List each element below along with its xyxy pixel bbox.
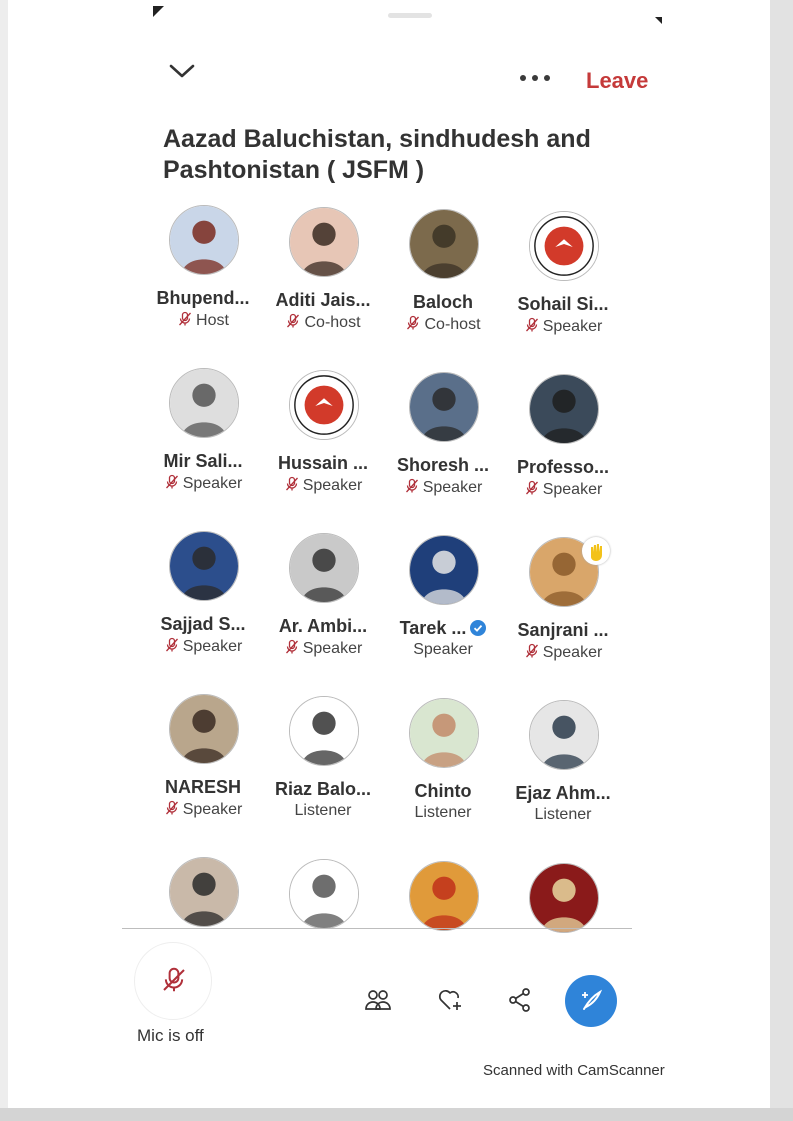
role-label: Co-host [424,316,481,333]
participant-name: Ejaz Ahm... [515,783,611,803]
participant-name: Ar. Ambi... [278,616,368,636]
role-label: Speaker [413,641,473,658]
scan-edge-right [770,0,793,1121]
participant-name: Sanjrani ... [517,620,609,640]
more-dot [544,75,550,81]
avatar[interactable] [169,694,239,764]
participant-role [498,317,628,336]
corner-mark-top-left [153,6,164,17]
avatar[interactable] [409,535,479,605]
mic-muted-icon [405,315,421,331]
hand-raised-icon [582,537,610,565]
avatar[interactable] [289,370,359,440]
avatar[interactable] [289,207,359,277]
avatar[interactable] [529,863,599,933]
compose-icon [578,988,604,1014]
participant-name: Hussain ... [277,453,369,473]
participant-name: Tarek ... [378,618,508,639]
mic-muted-icon [285,313,301,329]
participant-role [138,311,268,330]
mic-muted-icon [284,639,300,655]
leave-button[interactable]: Leave [586,68,649,93]
avatar[interactable] [409,372,479,442]
participant-role [378,315,508,334]
mic-off-icon [159,965,189,995]
participant-name: Sohail Si... [517,294,609,314]
verified-badge-icon [470,620,486,636]
avatar[interactable] [169,368,239,438]
more-dot [520,75,526,81]
participant-role [138,637,268,656]
drag-handle[interactable] [388,13,432,18]
avatar[interactable] [169,531,239,601]
role-label: Speaker [182,475,243,492]
participant-role [378,804,508,822]
avatar[interactable] [529,700,599,770]
role-label: Speaker [422,479,483,496]
participant-name: NARESH [164,777,241,797]
avatar[interactable] [409,698,479,768]
role-label: Host [196,312,229,329]
role-label: Speaker [542,644,603,661]
avatar[interactable] [529,374,599,444]
mic-muted-icon [284,476,300,492]
role-label: Speaker [542,318,603,335]
avatar[interactable] [289,859,359,929]
avatar[interactable] [409,209,479,279]
participant-role [498,806,628,824]
mic-muted-icon [404,478,420,494]
scan-edge-bottom [0,1108,793,1121]
heart-plus-icon[interactable] [436,986,464,1014]
role-label: Speaker [302,640,363,657]
participant-role [138,474,268,493]
room-title: Aazad Baluchistan, sindhudesh and Pashtonistan ( JSFM ) [163,125,591,184]
avatar[interactable] [289,533,359,603]
mic-muted-icon [164,474,180,490]
mic-muted-icon [164,800,180,816]
avatar[interactable] [169,857,239,927]
mic-muted-icon [524,643,540,659]
corner-mark-top-right [655,17,662,24]
avatar[interactable] [169,205,239,275]
avatar[interactable] [289,696,359,766]
role-label: Co-host [304,314,361,331]
mic-muted-icon [177,311,193,327]
role-label: Speaker [182,801,243,818]
share-icon[interactable] [506,986,534,1014]
people-icon[interactable] [364,986,392,1014]
role-label: Speaker [542,481,603,498]
participant-name: Bhupend... [156,288,250,308]
participant-name: Aditi Jais... [275,290,371,310]
participant-role [378,478,508,497]
more-horizontal-icon[interactable] [518,70,552,86]
participant-role [258,476,388,495]
role-label: Listener [534,806,592,823]
chevron-down-icon[interactable] [168,60,196,82]
mic-status-label: Mic is off [137,1026,204,1045]
participant-role [498,643,628,662]
mic-muted-icon [164,637,180,653]
more-dot [532,75,538,81]
participant-name: Mir Sali... [163,451,243,471]
avatar[interactable] [529,211,599,281]
participant-role [258,802,388,820]
mic-muted-icon [524,480,540,496]
role-label: Speaker [302,477,363,494]
participant-role [498,480,628,499]
role-label: Speaker [182,638,243,655]
avatar[interactable] [409,861,479,931]
participant-name: Baloch [412,292,473,312]
participant-name: Professo... [516,457,610,477]
participant-role [138,800,268,819]
compose-button[interactable] [565,975,617,1027]
participant-name: Riaz Balo... [274,779,372,799]
participant-role [258,639,388,658]
role-label: Listener [294,802,352,819]
mic-toggle-button[interactable] [134,942,212,1020]
participant-role [258,313,388,332]
participant-name: Shoresh ... [396,455,490,475]
participant-name: Sajjad S... [160,614,246,634]
role-label: Listener [414,804,472,821]
scan-watermark: Scanned with CamScanner [483,1062,665,1079]
mic-muted-icon [524,317,540,333]
participant-name: Chinto [414,781,472,801]
participant-role [378,641,508,659]
divider [122,928,632,929]
